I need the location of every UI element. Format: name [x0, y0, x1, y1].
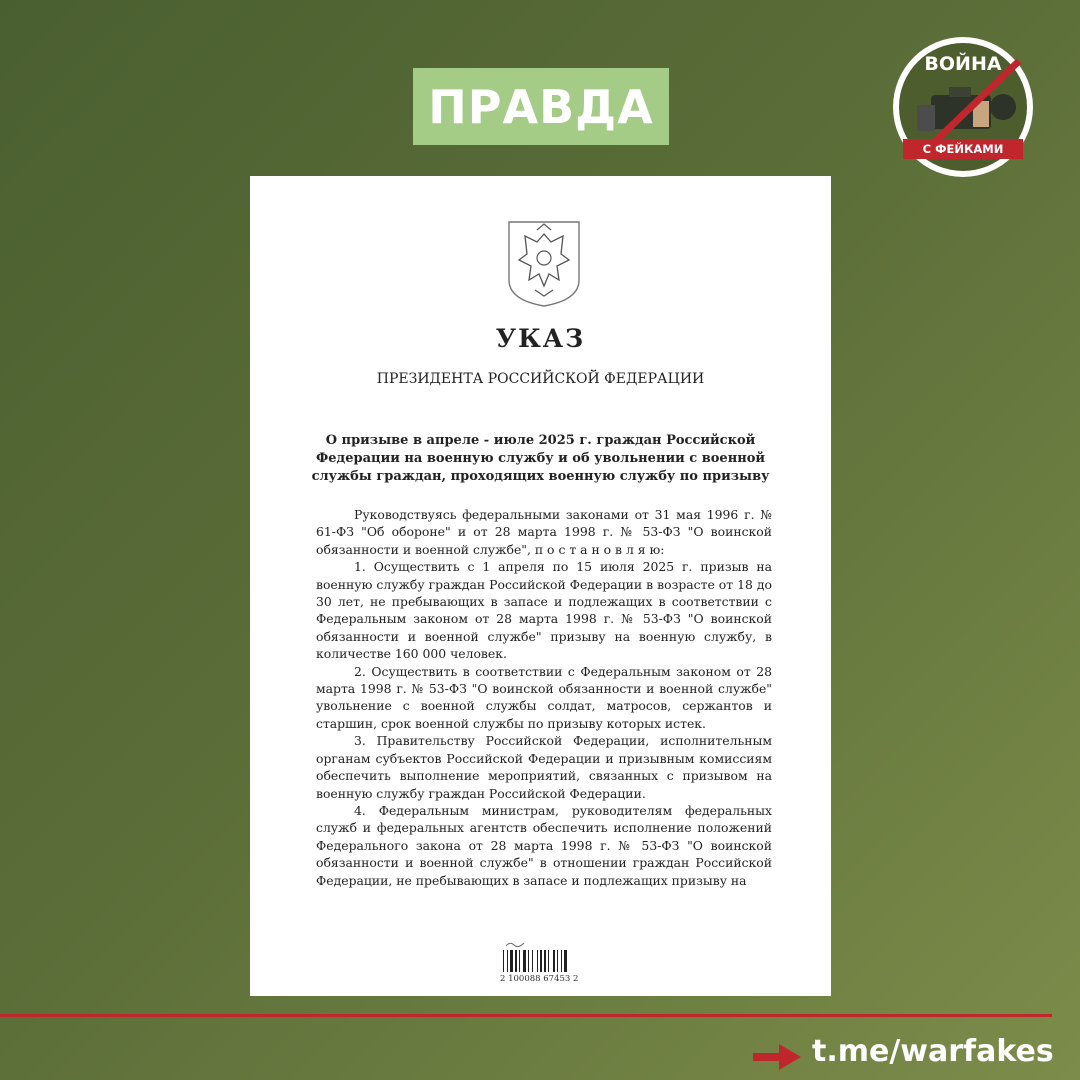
document-heading: О призыве в апреле - июле 2025 г. граждан Российской Федерации на военную службу и об увольнении с военной службы граждан, проходящих военную службу по призыву: [311, 433, 770, 484]
verdict-label: ПРАВДА: [428, 79, 654, 134]
arrow-right-icon: [753, 1044, 801, 1070]
coat-of-arms-icon: [507, 220, 581, 308]
paragraph-1: 1. Осуществить с 1 апреля по 15 июля 2025 г. призыв на военную службу граждан Российской Федерации в возрасте от 18 до 30 лет, не пребывающих в запасе и подлежащих в соответствии с Федеральным законом от 28 марта 1998 г. № 53-ФЗ "О воинской обязанности и военной службе" призыву на военную службу, в количестве 160 000 человек.: [316, 559, 772, 662]
logo-top-text: ВОЙНА: [924, 53, 1002, 75]
divider-line: [0, 1014, 1052, 1017]
paragraph-4: 4. Федеральным министрам, руководителям федеральных служб и федеральных агентств обеспечить исполнение положений Федерального закона от 28 марта 1998 г. № 53-ФЗ "О воинской обязанности и военной службе" в отношении граждан Российской Федерации, не пребывающих в запасе и подлежащих призыву на: [316, 802, 772, 888]
paragraph-3: 3. Правительству Российской Федерации, исполнительным органам субъектов Российской Федерации и призывным комиссиям обеспечить выполнение мероприятий, связанных с призывом на военную службу граждан Российской Федерации.: [316, 733, 772, 801]
document-subtitle: ПРЕЗИДЕНТА РОССИЙСКОЙ ФЕДЕРАЦИИ: [376, 371, 705, 387]
channel-link[interactable]: t.me/warfakes: [812, 1034, 1054, 1069]
barcode-number: 2 100088 67453 2: [500, 974, 579, 984]
document-title: УКАЗ: [495, 324, 586, 353]
document-body: [316, 506, 772, 889]
logo-bottom-text: С ФЕЙКАМИ: [922, 142, 1004, 156]
paragraph-2: 2. Осуществить в соответствии с Федеральным законом от 28 марта 1998 г. № 53-ФЗ "О воинской обязанности и военной службе" увольнение с военной службы солдат, матросов, сержантов и старшин, срок военной службы по призыву которых истек.: [316, 663, 772, 731]
printer-mark-icon: [505, 940, 525, 948]
channel-logo: [891, 35, 1035, 179]
barcode-icon: [502, 950, 582, 972]
paragraph-preamble: Руководствуясь федеральными законами от 31 мая 1996 г. № 61-ФЗ "Об обороне" и от 28 марта 1998 г. № 53-ФЗ "О воинской обязанности и военной службе", п о с т а н о в л я ю:: [316, 507, 772, 557]
verdict-badge: [413, 68, 669, 145]
decree-document: [250, 176, 831, 996]
